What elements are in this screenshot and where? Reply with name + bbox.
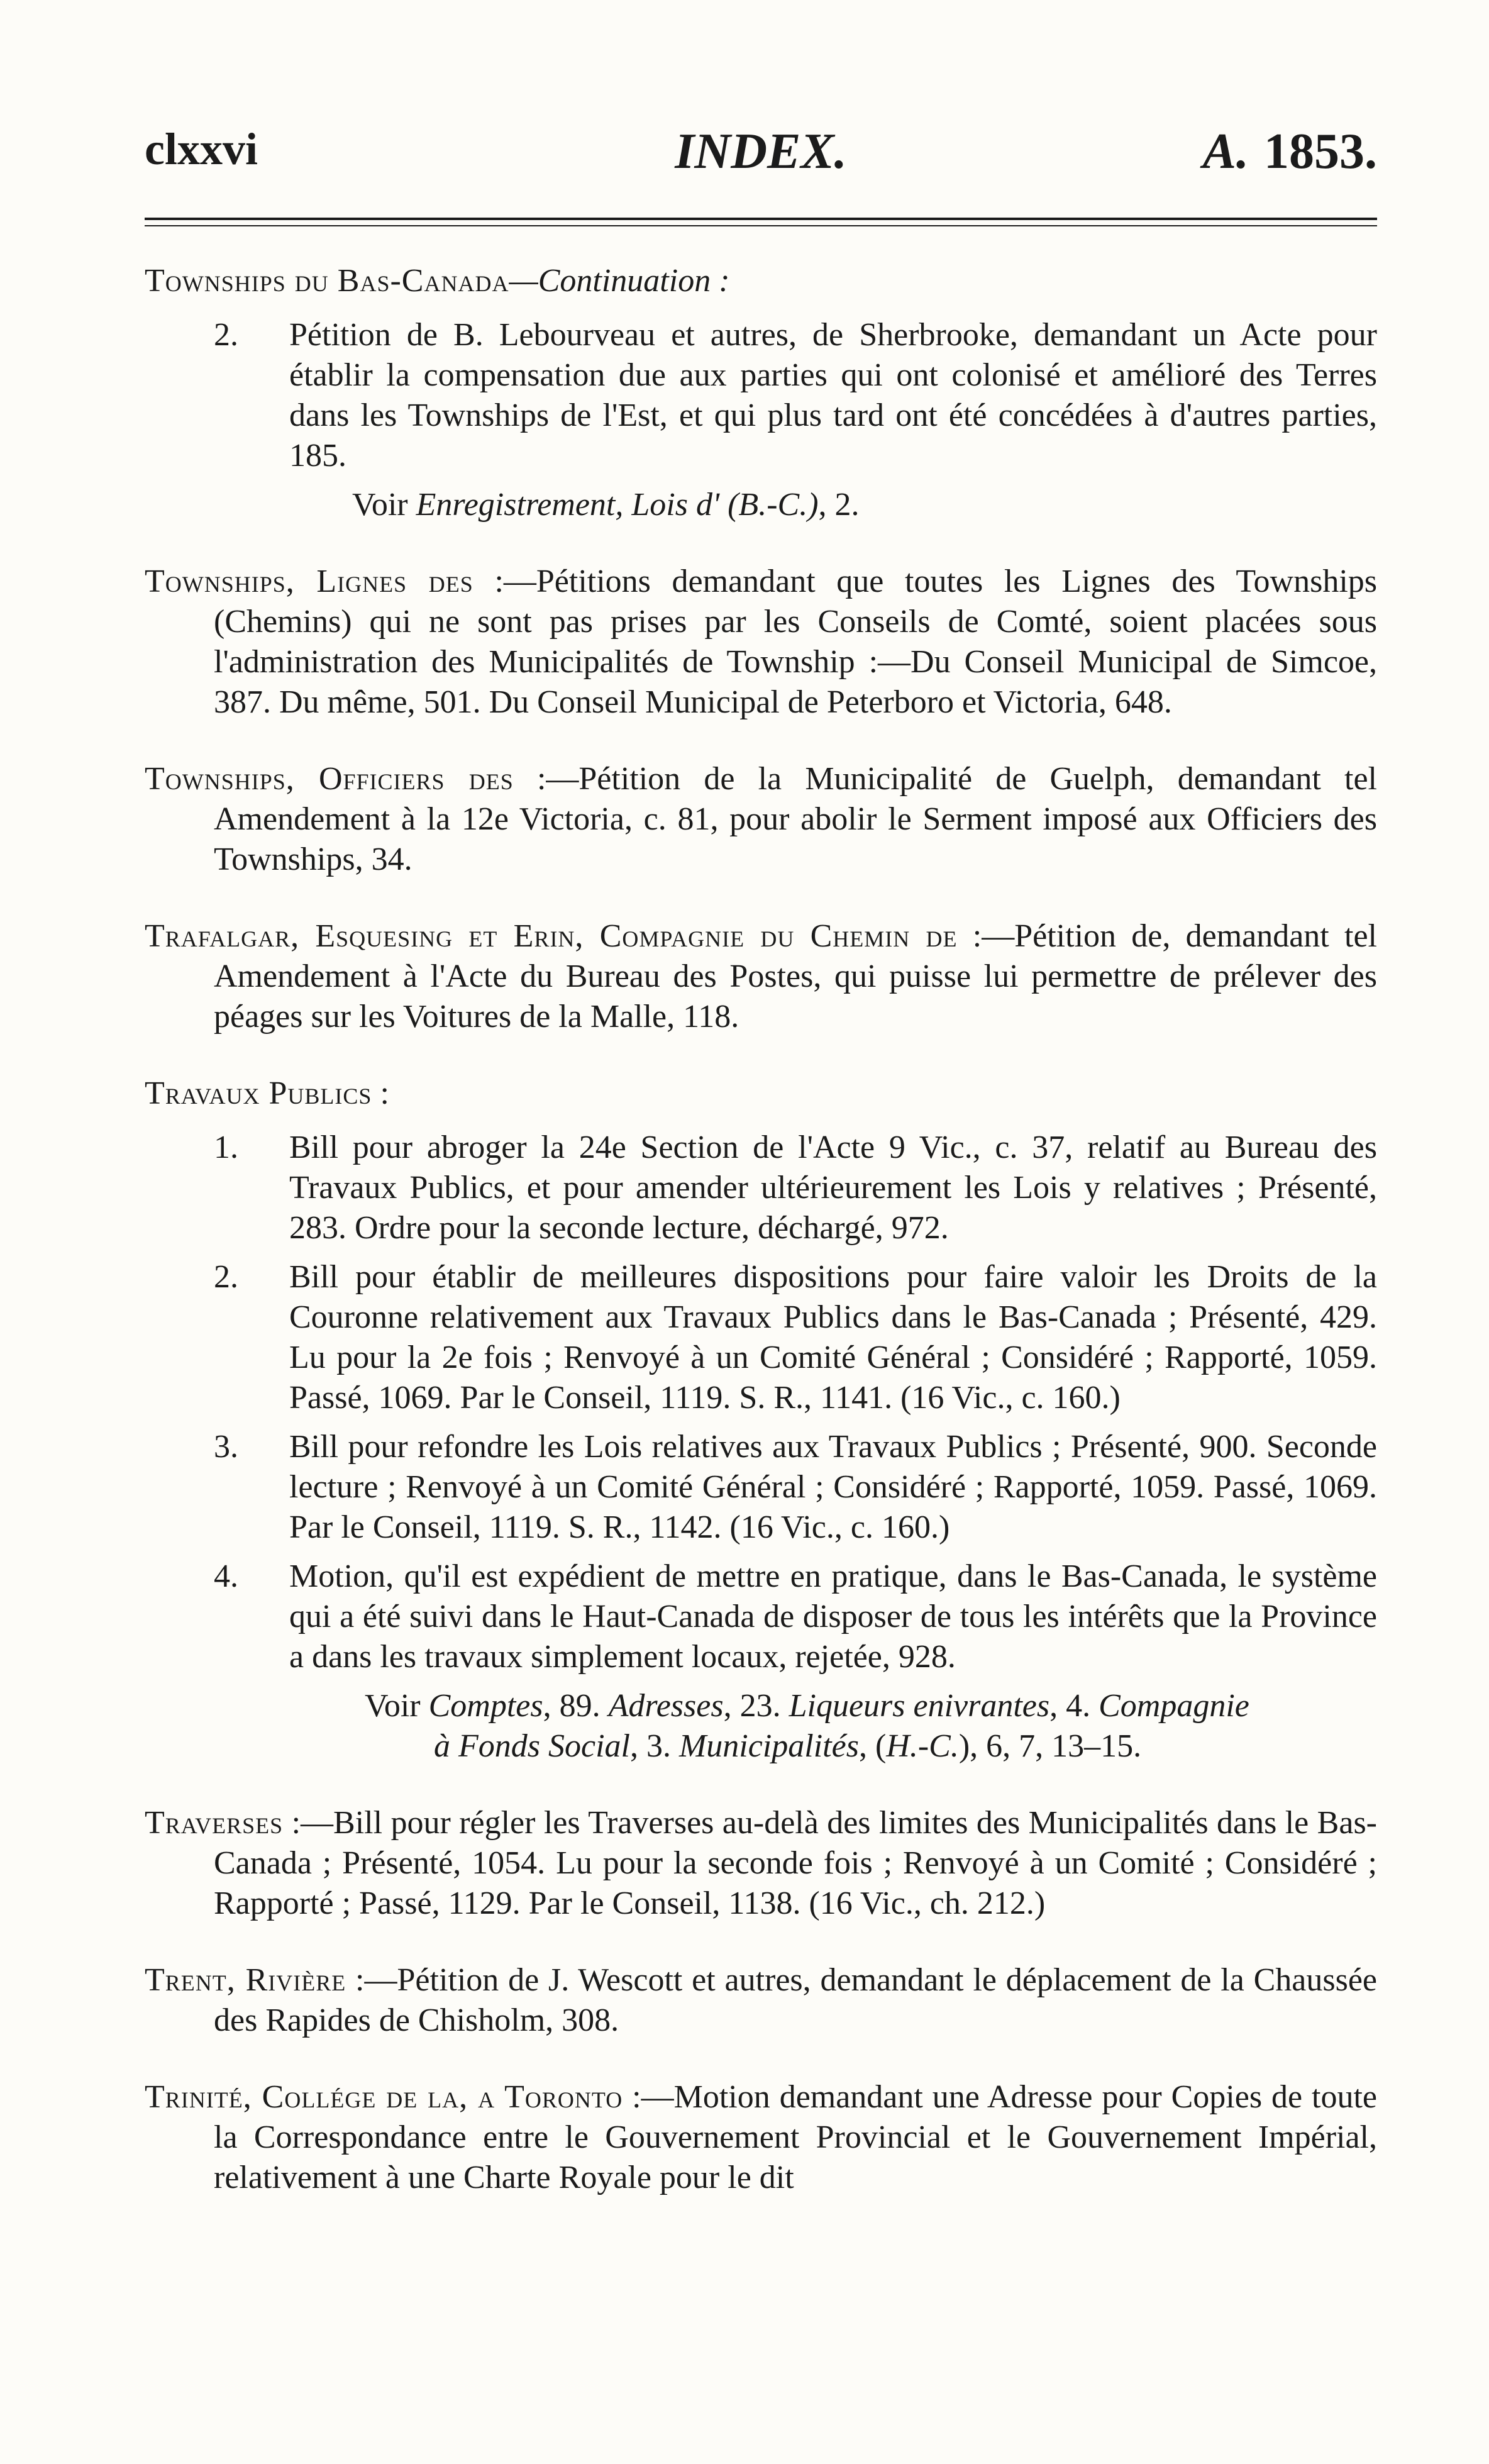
entry-text: :—Pétition de J. Wescott et autres, demandant le déplacement de la Chaussée des Rapides de Chisholm, 308. [214,1962,1378,2038]
item-number: 3. [214,1429,238,1465]
item-text: Pétition de B. Lebourveau et autres, de Sherbrooke, demandant un Acte pour établir la compensation due aux parties qui ont colonisé et amélioré des Terres dans les Townships de l'Est, et qui plus tard ont été concédées à d'autres parties, 185. [289,317,1377,474]
list-item [145,1128,1377,1248]
entry-heading: Trafalgar, Esquesing et Erin, Compagnie du Chemin de [145,918,958,954]
voir-page: , 3. [629,1728,679,1764]
voir-ref: à Fonds Social [434,1728,630,1764]
entry-heading: Traverses [145,1805,284,1841]
voir-page: , 4. [1049,1688,1099,1724]
list-item [145,1257,1377,1418]
voir-punct: , ( [858,1728,887,1764]
year-value: 1853. [1264,124,1377,179]
entry-heading: Townships du Bas-Canada [145,263,509,299]
voir-page: , 89. [543,1688,609,1724]
see-also-reference [145,1686,1377,1767]
entry-townships-lignes [145,562,1377,723]
voir-line-2 [365,1726,1377,1767]
index-body [145,261,1377,2234]
list-item [145,1557,1377,1677]
entry-text: :—Motion demandant une Adresse pour Copies de toute la Correspondance entre le Gouvernement Provincial et le Gouvernement Impérial, relativement à une Charte Royale pour le dit [214,2079,1378,2195]
entry-traverses [145,1803,1377,1924]
entry-continuation: —Continuation : [509,263,730,299]
voir-label: Voir [352,487,416,523]
year-prefix: A. [1202,124,1249,179]
voir-ref-region: H.-C. [886,1728,959,1764]
entry-text: :—Pétitions demandant que toutes les Lignes des Townships (Chemins) qui ne sont pas prises par les Conseils de Comté, soient placées sous l'administration des Municipalités de Township :—Du Conseil Municipal de Simcoe, 387. Du même, 501. Du Conseil Municipal de Peterboro et Victoria, 648. [214,563,1377,720]
item-number: 4. [214,1558,238,1594]
header-rule-bottom [145,225,1377,226]
entry-heading: Trent, Rivière [145,1962,346,1998]
item-text: Motion, qu'il est expédient de mettre en pratique, dans le Bas-Canada, le système qui a été suivi dans le Haut-Canada de disposer de tous les intérêts que la Province a dans les travaux simplement locaux, rejetée, 928. [289,1558,1377,1675]
entry-heading: Travaux Publics [145,1075,372,1111]
item-number: 2. [214,317,238,353]
entry-heading: Trinité, Collége de la, a Toronto [145,2079,623,2115]
item-text: Bill pour abroger la 24e Section de l'Acte 9 Vic., c. 37, relatif au Bureau des Travaux Publics, et pour amender ultérieurement les Lois y relatives ; Présenté, 283. Ordre pour la seconde lecture, déchargé, 972. [289,1129,1377,1246]
header-rule-top [145,218,1377,220]
running-header [145,123,1377,192]
voir-page: ), 6, 7, 13–15. [958,1728,1142,1764]
item-number: 1. [214,1129,238,1165]
entry-heading: Townships, Lignes des [145,563,473,599]
voir-ref: Municipalités [678,1728,859,1764]
list-item [145,1427,1377,1548]
voir-label: Voir [365,1688,429,1724]
item-text: Bill pour refondre les Lois relatives aux Travaux Publics ; Présenté, 900. Seconde lecture ; Renvoyé à un Comité Général ; Considéré ; Rapporté, 1059. Passé, 1069. Par le Conseil, 1119. S. R., 1142. (16 Vic., c. 160.) [289,1429,1377,1545]
entry-heading: Townships, Officiers des [145,761,514,797]
entry-text: :—Pétition de, demandant tel Amendement à l'Acte du Bureau des Postes, qui puisse lui permettre de prélever des péages sur les Voitures de la Malle, 118. [214,918,1377,1035]
see-also-reference [145,485,1377,525]
page-year [1203,123,1377,180]
entry-townships-officiers [145,759,1377,880]
voir-ref: Adresses [608,1688,724,1724]
entry-text: :—Pétition de la Municipalité de Guelph, demandant tel Amendement à la 12e Victoria, c. 81, pour abolir le Serment imposé aux Officiers des Townships, 34. [214,761,1378,877]
entry-trent [145,1960,1377,2041]
entry-colon: : [372,1075,389,1111]
entry-trafalgar [145,916,1377,1037]
entry-townships-bas-canada [145,261,1377,301]
voir-ref: Liqueurs enivrantes [789,1688,1050,1724]
voir-ref: Compagnie [1099,1688,1249,1724]
item-text: Bill pour établir de meilleures dispositions pour faire valoir les Droits de la Couronne relativement aux Travaux Publics dans le Bas-Canada ; Présenté, 429. Lu pour la 2e fois ; Renvoyé à un Comité Général ; Considéré ; Rapporté, 1059. Passé, 1069. Par le Conseil, 1119. S. R., 1141. (16 Vic., c. 160.) [289,1259,1377,1416]
page-title: INDEX. [675,124,847,179]
list-item [145,315,1377,476]
voir-page: , 2. [818,487,860,523]
page-number: clxxvi [145,124,258,174]
entry-trinite [145,2077,1377,2198]
entry-travaux-publics [145,1074,1377,1114]
voir-page: , 23. [723,1688,789,1724]
entry-text: :—Bill pour régler les Traverses au-delà des limites des Municipalités dans le Bas-Canada ; Présenté, 1054. Lu pour la seconde fois ; Renvoyé à un Comité ; Considéré ; Rapporté ; Passé, 1129. Par le Conseil, 1138. (16 Vic., ch. 212.) [214,1805,1377,1921]
voir-ref-region: (B.-C.) [719,487,819,523]
item-number: 2. [214,1259,238,1295]
voir-ref: Comptes [428,1688,543,1724]
voir-ref: Enregistrement, Lois d' [416,487,720,523]
